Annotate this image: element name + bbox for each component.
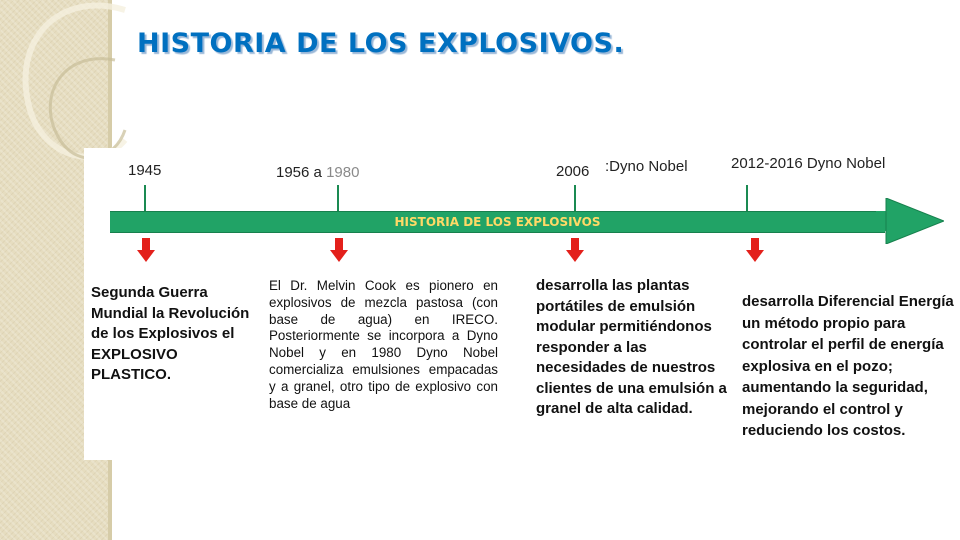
page-title: HISTORIA DE LOS EXPLOSIVOS.	[137, 28, 625, 59]
timeline-arrow-icon	[876, 198, 944, 244]
down-arrow-icon	[746, 238, 764, 262]
down-arrow-icon	[137, 238, 155, 262]
timeline-tick-2012	[746, 185, 748, 211]
year-label-2012-2016: 2012-2016 Dyno Nobel	[731, 155, 886, 172]
year-label-1956-1980	[276, 164, 359, 181]
timeline-tick-1945	[144, 185, 146, 211]
timeline-tick-1956	[337, 185, 339, 211]
year-label-2006: 2006	[556, 163, 590, 180]
timeline-tick-2006	[574, 185, 576, 211]
timeline-label: HISTORIA DE LOS EXPLOSIVOS	[394, 215, 601, 229]
event-description-1956-1980: El Dr. Melvin Cook es pionero en explosivos de mezcla pastosa (con base de agua) en IRECO. Posteriormente se incorpora a Dyno Nobel y en 1980 Dyno Nobel comercializa emulsiones empacadas y a granel, otro tipo de explosivo con base de agua	[269, 278, 498, 411]
down-arrow-icon	[330, 238, 348, 262]
company-label-dyno-nobel: :Dyno Nobel	[605, 158, 688, 175]
event-description-2006: desarrolla las plantas portátiles de emulsión modular permitiéndonos responder a las necesidades de nuestros clientes de una emulsión a granel de alta calidad.	[536, 277, 727, 417]
event-description-1945: Segunda Guerra Mundial la Revolución de los Explosivos el EXPLOSIVO PLASTICO.	[91, 284, 250, 383]
event-description-2012-2016: desarrolla Diferencial Energía un método propio para controlar el perfil de energía explosiva en el pozo; aumentando la seguridad, mejorando el control y reduciendo los costos.	[742, 293, 954, 439]
year-label-1945: 1945	[128, 162, 162, 179]
year-label-1956-prefix: 1956 a	[276, 164, 322, 181]
year-label-1980: 1980	[326, 164, 360, 181]
down-arrow-icon	[566, 238, 584, 262]
timeline-bar	[110, 211, 885, 233]
